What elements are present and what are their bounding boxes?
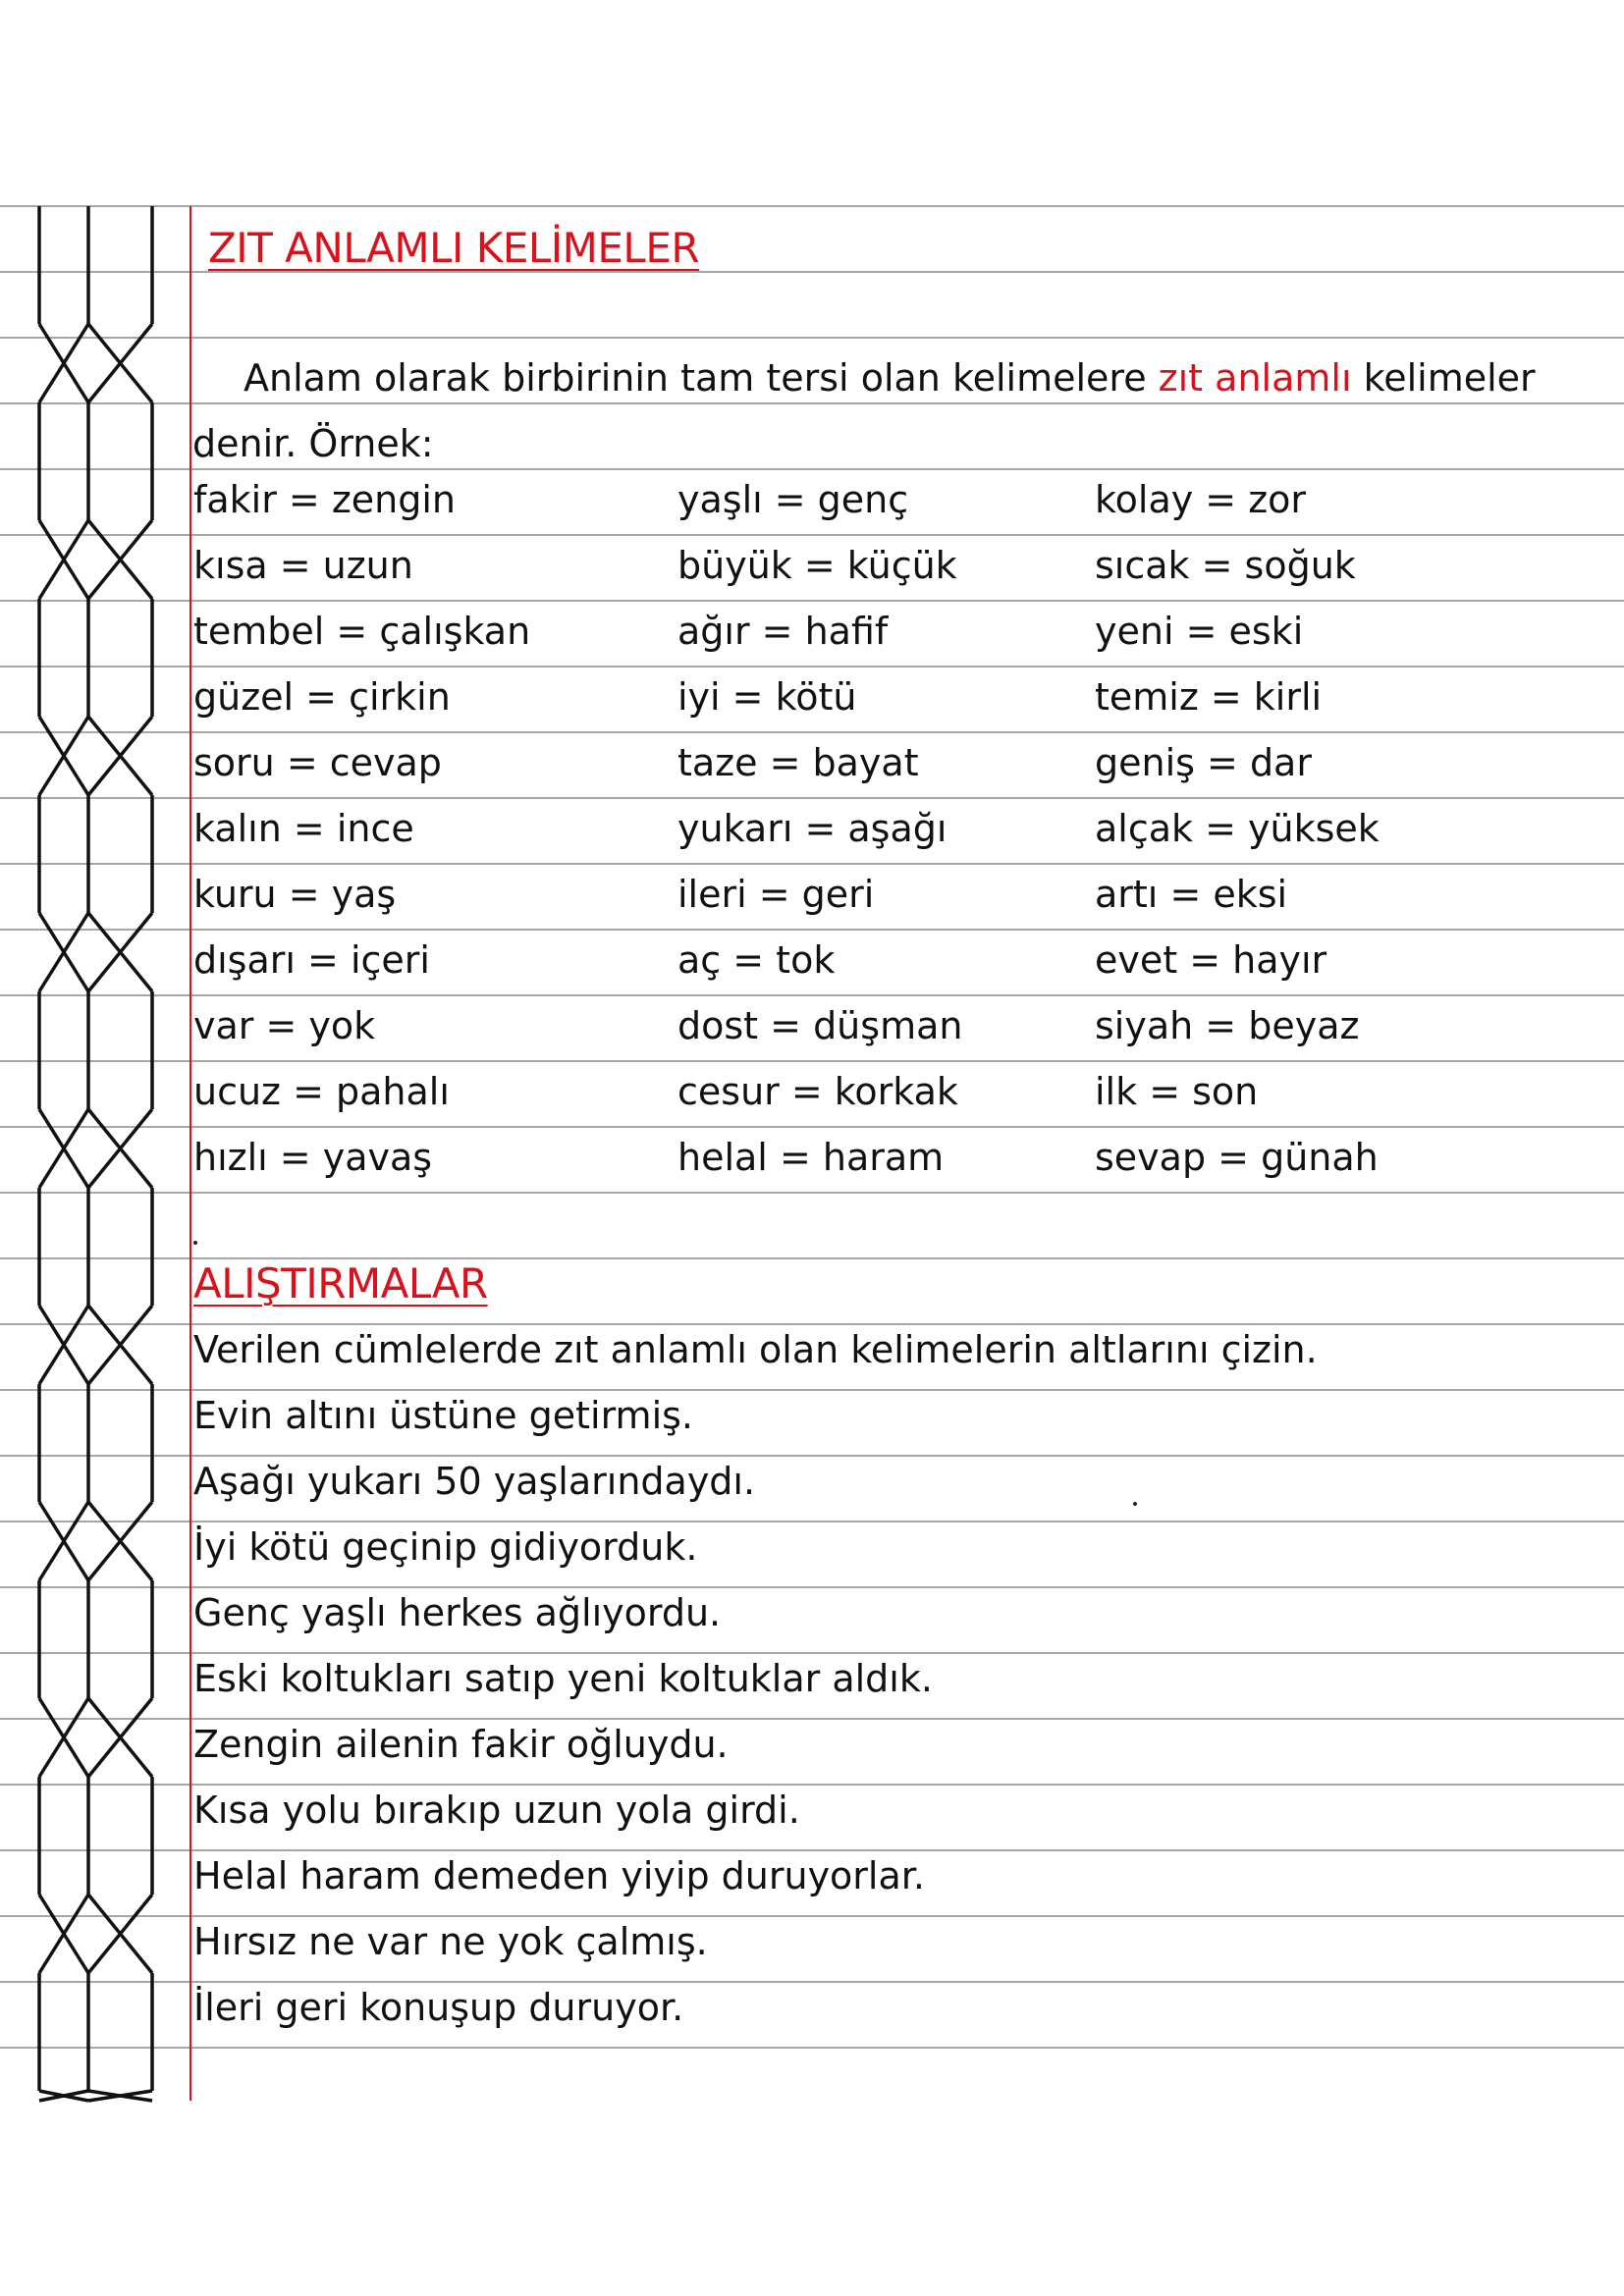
exercise-sentence: Kısa yolu bırakıp uzun yola girdi.: [193, 1789, 800, 1832]
antonym-pair: geniş = dar: [1095, 741, 1312, 784]
antonym-pair: taze = bayat: [677, 741, 919, 784]
antonym-pair: yaşlı = genç: [677, 478, 909, 521]
antonym-pair: yeni = eski: [1095, 610, 1304, 653]
antonym-pair: fakir = zengin: [193, 478, 457, 521]
antonym-pair: siyah = beyaz: [1095, 1004, 1360, 1047]
exercise-sentence: Evin altını üstüne getirmiş.: [193, 1394, 694, 1437]
antonym-pair: hızlı = yavaş: [193, 1136, 433, 1179]
exercise-sentence: Hırsız ne var ne yok çalmış.: [193, 1920, 708, 1963]
intro-text-start: Anlam olarak birbirinin tam tersi olan kelimelere: [244, 356, 1159, 400]
stray-dot: [1133, 1502, 1137, 1506]
antonym-pair: sıcak = soğuk: [1095, 544, 1356, 587]
antonym-pair: güzel = çirkin: [193, 675, 451, 719]
antonym-pair: aç = tok: [677, 938, 836, 982]
exercises-heading: ALIŞTIRMALAR: [193, 1259, 488, 1308]
antonym-pair: kısa = uzun: [193, 544, 413, 587]
exercise-sentence: Helal haram demeden yiyip duruyorlar.: [193, 1854, 925, 1897]
antonym-pair: kuru = yaş: [193, 873, 397, 916]
antonym-pair: sevap = günah: [1095, 1136, 1379, 1179]
exercise-sentence: İyi kötü geçinip gidiyorduk.: [193, 1525, 698, 1569]
braid-border-decoration: [39, 206, 152, 2101]
antonym-pair: helal = haram: [677, 1136, 945, 1179]
antonym-pair: var = yok: [193, 1004, 376, 1047]
exercise-instruction: Verilen cümlelerde zıt anlamlı olan kelimelerin altlarını çizin.: [193, 1328, 1318, 1371]
antonym-pair: kolay = zor: [1095, 478, 1307, 521]
intro-paragraph: [192, 346, 1616, 477]
antonym-pair: alçak = yüksek: [1095, 807, 1380, 850]
antonym-pair: dışarı = içeri: [193, 938, 430, 982]
antonym-pair: kalın = ince: [193, 807, 414, 850]
antonym-pair: cesur = korkak: [677, 1070, 958, 1113]
antonym-pair: temiz = kirli: [1095, 675, 1323, 719]
antonym-pair: ileri = geri: [677, 873, 875, 916]
antonym-pair: artı = eksi: [1095, 873, 1288, 916]
antonym-pair: yukarı = aşağı: [677, 807, 947, 850]
antonym-pair: büyük = küçük: [677, 544, 957, 587]
antonym-pair: evet = hayır: [1095, 938, 1327, 982]
antonym-pair: ağır = hafif: [677, 610, 889, 653]
exercise-sentence: Zengin ailenin fakir oğluydu.: [193, 1723, 729, 1766]
exercise-sentence: Aşağı yukarı 50 yaşlarındaydı.: [193, 1460, 756, 1503]
exercise-sentence: İleri geri konuşup duruyor.: [193, 1986, 684, 2029]
stray-dot: [193, 1241, 197, 1245]
antonym-pair: dost = düşman: [677, 1004, 963, 1047]
antonym-pair: soru = cevap: [193, 741, 442, 784]
antonym-pair: iyi = kötü: [677, 675, 857, 719]
antonym-pair: tembel = çalışkan: [193, 610, 531, 653]
antonym-pair: ilk = son: [1095, 1070, 1259, 1113]
intro-text-end: kelimeler denir. Örnek:: [192, 356, 1536, 465]
intro-highlight: zıt anlamlı: [1158, 356, 1352, 400]
page-title: ZIT ANLAMLI KELİMELER: [208, 224, 700, 272]
exercise-sentence: Genç yaşlı herkes ağlıyordu.: [193, 1591, 722, 1634]
exercise-sentence: Eski koltukları satıp yeni koltuklar aldık.: [193, 1657, 933, 1700]
antonym-pair: ucuz = pahalı: [193, 1070, 450, 1113]
